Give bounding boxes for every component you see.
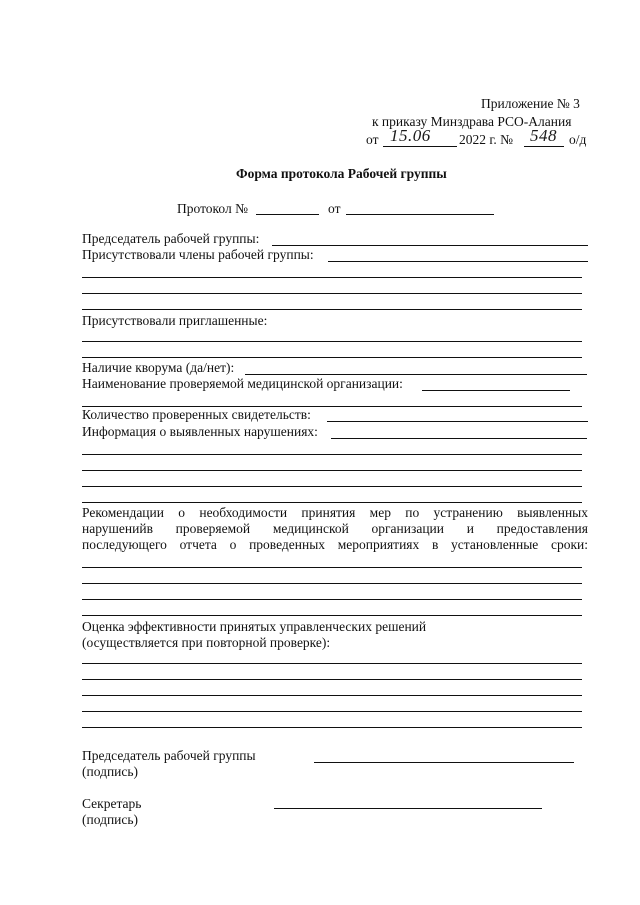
violations-label: Информация о выявленных нарушениях:	[82, 424, 318, 439]
recommendations-line: нарушенийв проверяемой медицинской организации и предоставления	[82, 521, 588, 536]
protocol-number-line	[256, 214, 319, 215]
invited-line-2	[82, 357, 582, 358]
recommendations-text	[82, 505, 588, 553]
violations-line-2	[82, 454, 582, 455]
invited-label: Присутствовали приглашенные:	[82, 313, 268, 328]
evaluation-answer-line-3	[82, 695, 582, 696]
quorum-label: Наличие кворума (да/нет):	[82, 360, 235, 375]
protocol-label: Протокол №	[177, 201, 248, 216]
invited-line-1	[82, 341, 582, 342]
sign-secretary-note: (подпись)	[82, 812, 139, 827]
annex-suffix: о/д	[569, 132, 587, 147]
annex-date-line	[383, 146, 457, 147]
certs-count-label: Количество проверенных свидетельств:	[82, 407, 311, 422]
certs-count-line	[327, 421, 588, 422]
recommendations-line: последующего отчета о проведенных мероприятиях в установленные сроки:	[82, 537, 588, 552]
annex-date-handwritten: 15.06	[390, 126, 431, 145]
form-title: Форма протокола Рабочей группы	[236, 166, 447, 181]
members-line-4	[82, 309, 582, 310]
evaluation-line-1: Оценка эффективности принятых управленческих решений	[82, 619, 427, 634]
violations-line-5	[82, 502, 582, 503]
sign-secretary-label: Секретарь	[82, 796, 142, 811]
annex-order-ref: к приказу Минздрава РСО-Алания	[372, 114, 572, 129]
violations-line-4	[82, 486, 582, 487]
annex-number-handwritten: 548	[530, 126, 557, 145]
members-line-2	[82, 277, 582, 278]
annex-date-prefix: от	[366, 132, 379, 147]
org-name-line	[422, 390, 570, 391]
recommendations-line-1	[82, 567, 582, 568]
evaluation-answer-line-5	[82, 727, 582, 728]
quorum-line	[245, 374, 587, 375]
protocol-date-line	[346, 214, 494, 215]
annex-number-line	[524, 146, 564, 147]
recommendations-line-4	[82, 615, 582, 616]
recommendations-line-2	[82, 583, 582, 584]
evaluation-line-2: (осуществляется при повторной проверке):	[82, 635, 331, 650]
violations-line	[331, 438, 587, 439]
recommendations-line: Рекомендации о необходимости принятия мер по устранению выявленных	[82, 505, 588, 520]
chairman-label: Председатель рабочей группы:	[82, 231, 260, 246]
evaluation-answer-line-4	[82, 711, 582, 712]
annex-year-number: 2022 г. №	[459, 132, 514, 147]
violations-line-3	[82, 470, 582, 471]
chairman-line	[272, 245, 588, 246]
sign-chairman-note: (подпись)	[82, 764, 139, 779]
sign-secretary-line	[274, 808, 542, 809]
members-label: Присутствовали члены рабочей группы:	[82, 247, 314, 262]
sign-chairman-label: Председатель рабочей группы	[82, 748, 256, 763]
evaluation-answer-line-1	[82, 663, 582, 664]
members-line-3	[82, 293, 582, 294]
sign-chairman-line	[314, 762, 574, 763]
members-line	[328, 261, 588, 262]
protocol-from-label: от	[328, 201, 341, 216]
annex-title: Приложение № 3	[481, 96, 580, 111]
org-name-label: Наименование проверяемой медицинской организации:	[82, 376, 403, 391]
evaluation-answer-line-2	[82, 679, 582, 680]
recommendations-line-3	[82, 599, 582, 600]
